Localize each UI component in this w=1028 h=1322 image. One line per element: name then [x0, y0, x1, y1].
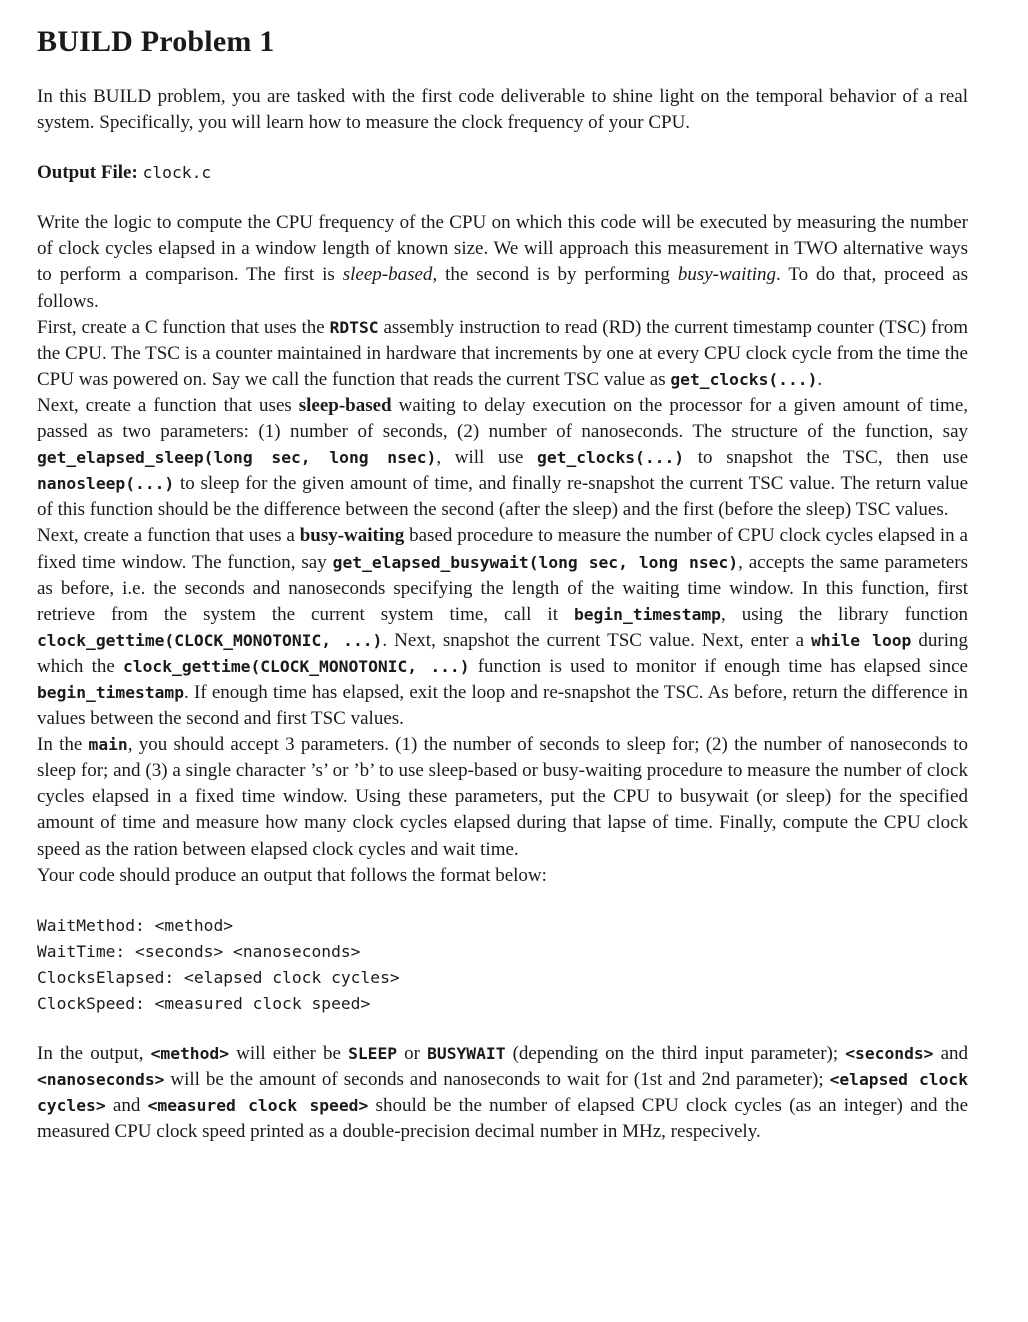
code-seconds: <seconds>	[845, 1044, 934, 1064]
text-span: will be the amount of seconds and nanoseconds to wait for (1st and 2nd parameter);	[164, 1069, 830, 1091]
text-span: will either be	[229, 1043, 349, 1065]
code-get-elapsed-busywait: get_elapsed_busywait(long sec, long nsec)	[332, 552, 739, 572]
paragraph-output-explanation	[37, 1041, 968, 1145]
code-get-clocks: get_clocks(...)	[670, 369, 818, 389]
code-get-clocks: get_clocks(...)	[537, 448, 685, 468]
text-span: and	[933, 1043, 968, 1065]
code-sleep: SLEEP	[348, 1044, 398, 1064]
code-get-elapsed-sleep: get_elapsed_sleep(long sec, long nsec)	[37, 448, 437, 468]
text-span: . If enough time has elapsed, exit the loop and re-snapshot the TSC. As before, return the difference in values between the second and first TSC values.	[37, 681, 968, 730]
text-span: Next, create a function that uses	[37, 394, 299, 416]
code-main: main	[88, 735, 128, 755]
text-span: , the second is by performing	[432, 264, 678, 286]
bold-busy-waiting: busy-waiting	[299, 525, 405, 547]
paragraph-overview	[37, 210, 968, 314]
text-span: Write the logic to compute the CPU frequency of the CPU on which this code will be executed by measuring the number of clock cycles elapsed in a window length of known size. We will approach this measurement in TWO alternative ways to perform a comparison. The first is	[37, 212, 968, 286]
text-span: should be the number of elapsed CPU clock cycles (as an integer) and the measured CPU clock speed printed as a double-precision decimal number in MHz, respecively.	[37, 1095, 969, 1143]
page-title: BUILD Problem 1	[37, 25, 275, 58]
code-clock-gettime: clock_gettime(CLOCK_MONOTONIC, ...)	[123, 656, 470, 676]
paragraph-sleep	[37, 393, 968, 523]
code-clock-gettime: clock_gettime(CLOCK_MONOTONIC, ...)	[37, 630, 383, 650]
format-line-wait-method: WaitMethod: <method>	[37, 915, 234, 935]
text-span: to snapshot the TSC, then use	[684, 447, 969, 469]
bold-sleep-based: sleep-based	[298, 394, 392, 416]
text-span: to sleep for the given amount of time, and finally re-snapshot the current TSC value. The return value of this function should be the difference between the second (after the sleep) and the first (before the sleep) TSC values.	[37, 473, 968, 521]
text-span: or	[397, 1043, 428, 1065]
text-span: (depending on the third input parameter);	[505, 1043, 846, 1065]
text-span: and	[105, 1095, 148, 1117]
code-begin-timestamp: begin_timestamp	[37, 682, 185, 702]
format-line-clock-speed: ClockSpeed: <measured clock speed>	[37, 994, 371, 1013]
intro-paragraph: In this BUILD problem, you are tasked with the first code deliverable to shine light on the temporal behavior of a real system. Specifically, you will learn how to measure the clock frequency of your CPU.	[37, 86, 968, 134]
text-span: , will use	[436, 447, 538, 469]
code-method: <method>	[150, 1044, 230, 1064]
format-line-wait-time: WaitTime: <seconds> <nanoseconds>	[37, 941, 361, 961]
code-measured-clock-speed: <measured clock speed>	[147, 1096, 369, 1116]
text-span: . To do that, proceed as follows.	[37, 264, 969, 312]
emphasis-sleep-based: sleep-based	[342, 264, 433, 286]
output-format-block	[37, 913, 968, 1017]
format-line-clocks-elapsed: ClocksElapsed: <elapsed clock cycles>	[37, 967, 400, 987]
text-span: , you should accept 3 parameters. (1) the number of seconds to sleep for; (2) the number of nanoseconds to sleep for; and (3) a single character ’s’ or ’b’ to use sleep-based or busy-waiting procedure to measure the number of clock cycles elapsed in a fixed time window. Using these parameters, put the CPU to busywait (or sleep) for the specified amount of time and measure how many clock cycles elapsed during that lapse of time. Finally, compute the CPU clock speed as the ration between elapsed clock cycles and wait time.	[37, 734, 968, 860]
text-span: , using the library function	[721, 603, 968, 625]
paragraph-rdtsc	[37, 315, 968, 393]
text-span: In the	[37, 734, 89, 756]
code-rdtsc: RDTSC	[329, 317, 379, 337]
text-span: assembly instruction to read (RD) the current timestamp counter (TSC) from the CPU. The TSC is a counter maintained in hardware that increments by one at every CPU clock cycle from the time the CPU was powered on. Say we call the function that reads the current TSC value as	[37, 316, 968, 390]
paragraph-main	[37, 732, 968, 862]
text-span: , accepts the same parameters as before, i.e. the seconds and nanoseconds specifying the length of the waiting time window. In this function, first retrieve from the system the current system time, call it	[37, 551, 969, 625]
text-span: In the output,	[37, 1043, 151, 1065]
text-span: First, create a C function that uses the	[37, 316, 330, 338]
output-file-label: Output File:	[37, 162, 138, 184]
text-span: function is used to monitor if enough time has elapsed since	[469, 655, 968, 677]
code-busywait: BUSYWAIT	[427, 1044, 506, 1064]
code-nanosleep: nanosleep(...)	[37, 474, 175, 494]
text-span: Next, create a function that uses a	[37, 525, 300, 547]
text-span: . Next, snapshot the current TSC value. Next, enter a	[382, 629, 812, 651]
code-begin-timestamp: begin_timestamp	[573, 604, 721, 624]
paragraph-output-intro: Your code should produce an output that follows the format below:	[37, 864, 547, 886]
paragraph-busywait	[37, 523, 968, 732]
code-nanoseconds: <nanoseconds>	[37, 1070, 165, 1090]
emphasis-busy-waiting: busy-waiting	[677, 264, 777, 286]
output-file-line	[37, 160, 968, 186]
output-file-name: clock.c	[142, 163, 212, 183]
code-while-loop: while loop	[811, 630, 912, 650]
text-span: .	[817, 368, 823, 390]
text-span: during which the	[37, 629, 969, 677]
text-span: waiting to delay execution on the processor for a given amount of time, passed as two parameters: (1) number of seconds, (2) number of nanoseconds. The structure of the function, say	[37, 394, 969, 443]
text-span: based procedure to measure the number of CPU clock cycles elapsed in a fixed time window. The function, say	[37, 525, 968, 573]
code-elapsed-clock-cycles: <elapsed clock cycles>	[37, 1070, 968, 1116]
